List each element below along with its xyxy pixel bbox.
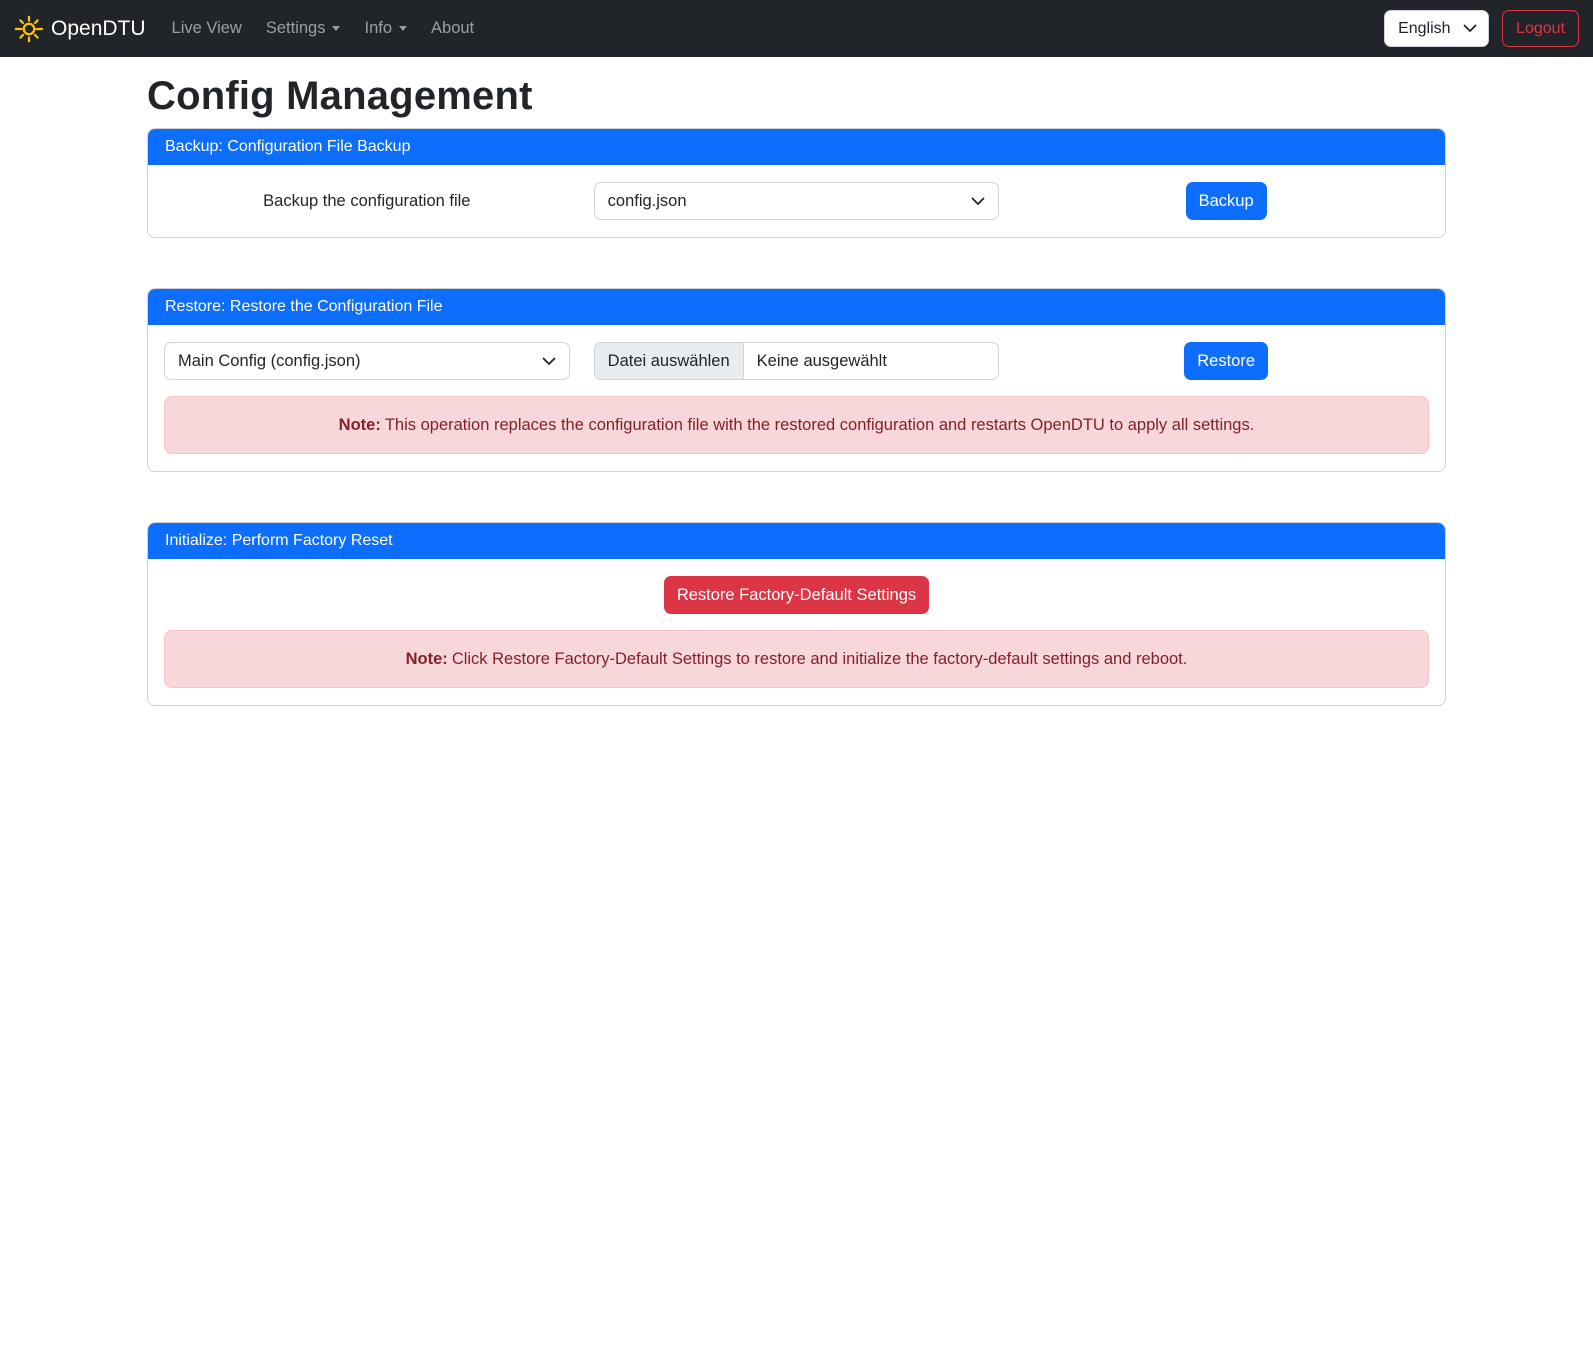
factory-reset-card — [147, 522, 1446, 706]
backup-file-label: Backup the configuration file — [263, 191, 471, 210]
backup-button[interactable]: Backup — [1186, 182, 1267, 220]
note-text: This operation replaces the configuration file with the restored configuration and restarts OpenDTU to apply all settings. — [384, 416, 1255, 434]
caret-down-icon — [332, 26, 340, 31]
language-select-wrap — [1384, 10, 1489, 47]
backup-card-header: Backup: Configuration File Backup — [148, 129, 1445, 165]
page-title: Config Management — [147, 74, 533, 118]
logout-button[interactable]: Logout — [1502, 10, 1579, 47]
factory-reset-note-alert — [164, 630, 1429, 688]
restore-note-alert — [164, 396, 1429, 454]
note-label: Note: — [338, 416, 381, 434]
language-select[interactable] — [1384, 10, 1489, 47]
main-content — [147, 57, 1446, 706]
factory-reset-button[interactable]: Restore Factory-Default Settings — [664, 576, 929, 614]
nav-links — [160, 11, 1385, 46]
restore-card-header: Restore: Restore the Configuration File — [148, 289, 1445, 325]
sun-icon — [14, 14, 44, 44]
nav-item-live-view[interactable]: Live View — [171, 19, 242, 37]
brand[interactable] — [14, 14, 146, 44]
nav-item-settings[interactable]: Settings — [257, 11, 350, 46]
backup-card — [147, 128, 1446, 238]
restore-card-body — [148, 325, 1445, 471]
restore-button[interactable]: Restore — [1184, 342, 1268, 380]
note-text: Click Restore Factory-Default Settings to restore and initialize the factory-default settings and reboot. — [451, 650, 1188, 668]
backup-file-select[interactable] — [594, 182, 1000, 220]
backup-file-select-wrap — [594, 182, 1000, 220]
file-status-text: Keine ausgewählt — [756, 351, 887, 370]
restore-config-select-wrap — [164, 342, 570, 380]
file-choose-button[interactable]: Datei auswählen — [595, 343, 744, 379]
caret-down-icon — [399, 26, 407, 31]
factory-reset-card-header: Initialize: Perform Factory Reset — [148, 523, 1445, 559]
nav-item-about[interactable]: About — [431, 19, 475, 37]
brand-label: OpenDTU — [51, 16, 146, 40]
backup-card-body — [148, 165, 1445, 237]
top-navbar — [0, 0, 1593, 57]
navbar-right — [1384, 10, 1579, 47]
restore-file-input[interactable] — [594, 342, 1000, 380]
factory-reset-card-body — [148, 559, 1445, 705]
note-label: Note: — [405, 650, 448, 668]
nav-item-info[interactable]: Info — [355, 11, 416, 46]
restore-config-select[interactable] — [164, 342, 570, 380]
restore-card — [147, 288, 1446, 472]
